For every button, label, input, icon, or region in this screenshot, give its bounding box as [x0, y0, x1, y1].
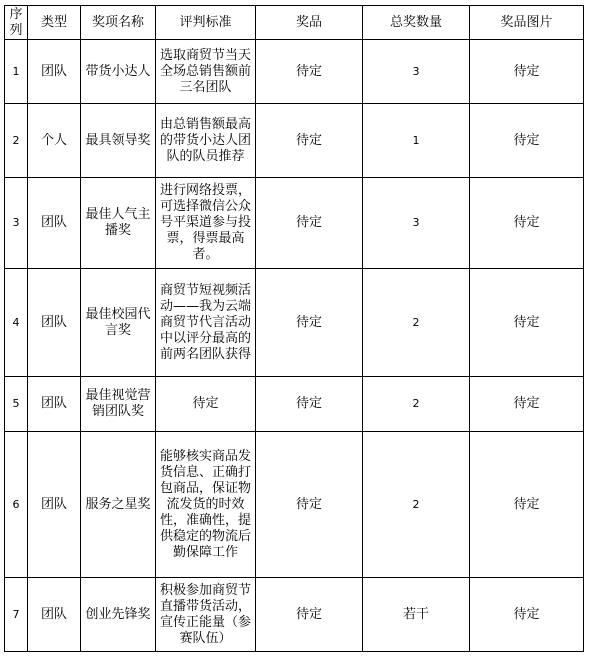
cell-no: 7 [5, 578, 28, 652]
cell-type: 个人 [28, 104, 81, 178]
cell-image: 待定 [470, 578, 584, 652]
cell-count: 1 [363, 104, 470, 178]
cell-count: 2 [363, 432, 470, 578]
header-cell-name: 奖项名称 [81, 6, 156, 40]
cell-name: 创业先锋奖 [81, 578, 156, 652]
cell-criteria: 积极参加商贸节直播带货活动，宣传正能量（参赛队伍） [156, 578, 256, 652]
cell-type: 团队 [28, 377, 81, 432]
cell-no: 3 [5, 178, 28, 269]
cell-criteria: 能够核实商品发货信息、正确打包商品，保证物流发货的时效性，准确性，提供稳定的物流后勤保障工作 [156, 432, 256, 578]
cell-type: 团队 [28, 178, 81, 269]
header-cell-prize: 奖品 [256, 6, 363, 40]
table-row [5, 578, 584, 652]
cell-prize: 待定 [256, 432, 363, 578]
cell-criteria: 由总销售额最高的带货小达人团队的队员推荐 [156, 104, 256, 178]
cell-type: 团队 [28, 578, 81, 652]
cell-prize: 待定 [256, 269, 363, 377]
cell-image: 待定 [470, 269, 584, 377]
table-row [5, 104, 584, 178]
cell-count: 2 [363, 269, 470, 377]
cell-name: 最具领导奖 [81, 104, 156, 178]
cell-count: 2 [363, 377, 470, 432]
cell-count: 3 [363, 178, 470, 269]
header-cell-no: 序列 [5, 6, 28, 40]
cell-no: 1 [5, 40, 28, 104]
cell-name: 服务之星奖 [81, 432, 156, 578]
cell-name: 最佳人气主播奖 [81, 178, 156, 269]
header-cell-criteria: 评判标准 [156, 6, 256, 40]
awards-table [4, 5, 584, 652]
cell-prize: 待定 [256, 178, 363, 269]
cell-image: 待定 [470, 40, 584, 104]
cell-image: 待定 [470, 104, 584, 178]
table-row [5, 178, 584, 269]
cell-prize: 待定 [256, 377, 363, 432]
cell-criteria: 待定 [156, 377, 256, 432]
cell-image: 待定 [470, 377, 584, 432]
header-cell-count: 总奖数量 [363, 6, 470, 40]
cell-prize: 待定 [256, 40, 363, 104]
cell-prize: 待定 [256, 578, 363, 652]
table-row [5, 377, 584, 432]
cell-no: 5 [5, 377, 28, 432]
cell-criteria: 进行网络投票，可选择微信公众号平渠道参与投票，得票最高者。 [156, 178, 256, 269]
cell-no: 4 [5, 269, 28, 377]
cell-criteria: 商贸节短视频活动——我为云端商贸节代言活动中以评分最高的前两名团队获得 [156, 269, 256, 377]
cell-no: 2 [5, 104, 28, 178]
cell-type: 团队 [28, 432, 81, 578]
cell-type: 团队 [28, 269, 81, 377]
table-row [5, 269, 584, 377]
cell-no: 6 [5, 432, 28, 578]
header-cell-image: 奖品图片 [470, 6, 584, 40]
cell-image: 待定 [470, 432, 584, 578]
cell-criteria: 选取商贸节当天全场总销售额前三名团队 [156, 40, 256, 104]
cell-image: 待定 [470, 178, 584, 269]
header-cell-type: 类型 [28, 6, 81, 40]
cell-prize: 待定 [256, 104, 363, 178]
cell-name: 最佳视觉营销团队奖 [81, 377, 156, 432]
cell-name: 带货小达人 [81, 40, 156, 104]
table-row [5, 40, 584, 104]
cell-count: 3 [363, 40, 470, 104]
cell-count: 若干 [363, 578, 470, 652]
header-row [5, 6, 584, 40]
cell-type: 团队 [28, 40, 81, 104]
table-row [5, 432, 584, 578]
cell-name: 最佳校园代言奖 [81, 269, 156, 377]
